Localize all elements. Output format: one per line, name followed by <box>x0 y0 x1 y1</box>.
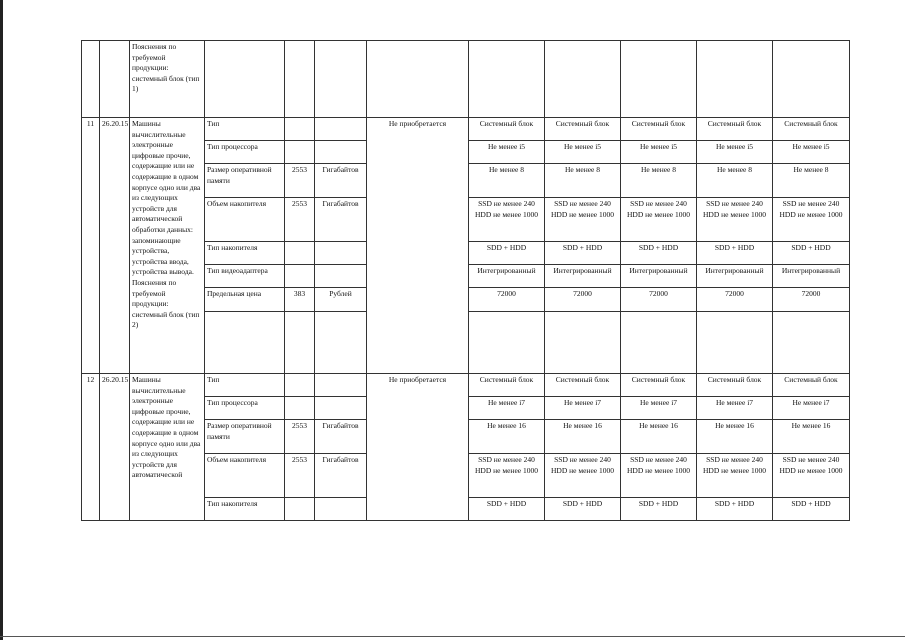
value-cell: SDD + HDD <box>621 498 697 521</box>
unit-name: Гигабайтов <box>315 198 367 242</box>
okei-code <box>285 141 315 164</box>
okei-code: 2553 <box>285 164 315 198</box>
value-cell: SDD + HDD <box>469 498 545 521</box>
unit-name <box>315 118 367 141</box>
okei-code: 2553 <box>285 454 315 498</box>
characteristic-label: Тип процессора <box>205 397 285 420</box>
value-cell: Интегрированный <box>621 265 697 288</box>
value-cell: Не менее 16 <box>545 420 621 454</box>
product-name: Машины вычислительные электронные цифровые прочие, содержащие или не содержащие в одном корпусе одно или два из следующих устройств для автоматической <box>130 374 205 521</box>
okpd-code: 26.20.15 <box>100 374 130 521</box>
scan-edge-left <box>0 0 3 640</box>
value-cell: SSD не менее 240 HDD не менее 1000 <box>545 454 621 498</box>
value-cell: SSD не менее 240 HDD не менее 1000 <box>773 454 850 498</box>
characteristic-label: Объем накопителя <box>205 454 285 498</box>
value-cell: Не менее i7 <box>621 397 697 420</box>
unit-name: Гигабайтов <box>315 454 367 498</box>
okei-code <box>285 265 315 288</box>
value-cell: Не менее 8 <box>621 164 697 198</box>
value-cell: SSD не менее 240 HDD не менее 1000 <box>469 198 545 242</box>
value-cell: Системный блок <box>773 118 850 141</box>
value-cell: SSD не менее 240 HDD не менее 1000 <box>697 198 773 242</box>
value-cell: SSD не менее 240 HDD не менее 1000 <box>469 454 545 498</box>
value-cell: Не менее 16 <box>621 420 697 454</box>
value-cell: SSD не менее 240 HDD не менее 1000 <box>621 454 697 498</box>
unit-name: Гигабайтов <box>315 164 367 198</box>
characteristic-label: Размер оперативной памяти <box>205 420 285 454</box>
value-cell: SSD не менее 240 HDD не менее 1000 <box>621 198 697 242</box>
value-cell: SSD не менее 240 HDD не менее 1000 <box>697 454 773 498</box>
value-cell: Системный блок <box>697 118 773 141</box>
table-row <box>82 118 850 141</box>
value-cell: SDD + HDD <box>697 498 773 521</box>
unit-name <box>315 374 367 397</box>
value-cell: Не менее 16 <box>773 420 850 454</box>
value-cell: 72000 <box>621 288 697 312</box>
value-cell: Интегрированный <box>469 265 545 288</box>
unit-name <box>315 242 367 265</box>
value-cell: Не менее i7 <box>545 397 621 420</box>
unit-name: Гигабайтов <box>315 420 367 454</box>
characteristic-label: Размер оперативной памяти <box>205 164 285 198</box>
value-cell: Не менее i5 <box>621 141 697 164</box>
value-cell: SSD не менее 240 HDD не менее 1000 <box>773 198 850 242</box>
characteristic-label: Тип накопителя <box>205 498 285 521</box>
okpd-code: 26.20.15 <box>100 118 130 374</box>
okei-code <box>285 242 315 265</box>
value-cell: Интегрированный <box>773 265 850 288</box>
characteristic-label: Объем накопителя <box>205 198 285 242</box>
value-cell: Системный блок <box>545 374 621 397</box>
unit-name: Рублей <box>315 288 367 312</box>
unit-name <box>315 141 367 164</box>
value-cell: SDD + HDD <box>773 498 850 521</box>
table-row <box>82 374 850 397</box>
purchase-note: Не приобретается <box>367 374 469 521</box>
value-cell: SDD + HDD <box>621 242 697 265</box>
okei-code: 2553 <box>285 198 315 242</box>
purchase-note: Не приобретается <box>367 118 469 374</box>
unit-name <box>315 498 367 521</box>
value-cell: SDD + HDD <box>773 242 850 265</box>
value-cell: Системный блок <box>469 374 545 397</box>
value-cell: Системный блок <box>621 118 697 141</box>
value-cell: Системный блок <box>697 374 773 397</box>
value-cell: Не менее 8 <box>697 164 773 198</box>
characteristic-label: Предельная цена <box>205 288 285 312</box>
continuation-note: Пояснения по требуемой продукции: системный блок (тип 1) <box>130 41 205 118</box>
okei-code <box>285 118 315 141</box>
characteristic-label: Тип видеоадаптера <box>205 265 285 288</box>
value-cell: SDD + HDD <box>545 498 621 521</box>
value-cell: Не менее 8 <box>545 164 621 198</box>
okei-code: 2553 <box>285 420 315 454</box>
value-cell: Не менее i5 <box>545 141 621 164</box>
value-cell: Не менее 8 <box>773 164 850 198</box>
row-number: 12 <box>82 374 100 521</box>
characteristic-label: Тип накопителя <box>205 242 285 265</box>
value-cell: Не менее i7 <box>697 397 773 420</box>
okei-code <box>285 397 315 420</box>
value-cell: 72000 <box>697 288 773 312</box>
value-cell: Системный блок <box>545 118 621 141</box>
value-cell: Системный блок <box>621 374 697 397</box>
value-cell: Не менее i5 <box>469 141 545 164</box>
unit-name <box>315 265 367 288</box>
value-cell: Интегрированный <box>545 265 621 288</box>
value-cell: Не менее 8 <box>469 164 545 198</box>
value-cell: Не менее i7 <box>773 397 850 420</box>
value-cell: 72000 <box>469 288 545 312</box>
product-name: Машины вычислительные электронные цифровые прочие, содержащие или не содержащие в одном корпусе одно или два из следующих устройств для автоматической обработки данных: запоминающие устройства, устройства ввода, устройства вывода. Пояснения по требуемой продукции: системный блок (тип 2) <box>130 118 205 374</box>
okei-code <box>285 374 315 397</box>
unit-name <box>315 397 367 420</box>
okei-code: 383 <box>285 288 315 312</box>
value-cell: SDD + HDD <box>697 242 773 265</box>
scan-edge-bottom <box>0 636 905 637</box>
value-cell: SDD + HDD <box>545 242 621 265</box>
value-cell: Системный блок <box>469 118 545 141</box>
value-cell: Не менее 16 <box>697 420 773 454</box>
characteristic-label: Тип <box>205 118 285 141</box>
okei-code <box>285 498 315 521</box>
value-cell: SSD не менее 240 HDD не менее 1000 <box>545 198 621 242</box>
value-cell: Системный блок <box>773 374 850 397</box>
characteristic-label: Тип процессора <box>205 141 285 164</box>
row-number: 11 <box>82 118 100 374</box>
value-cell: Не менее i5 <box>697 141 773 164</box>
continuation-row <box>82 41 850 118</box>
value-cell: Не менее i5 <box>773 141 850 164</box>
value-cell: 72000 <box>545 288 621 312</box>
characteristic-label: Тип <box>205 374 285 397</box>
specification-table <box>81 40 850 521</box>
value-cell: Не менее i7 <box>469 397 545 420</box>
value-cell: Не менее 16 <box>469 420 545 454</box>
value-cell: SDD + HDD <box>469 242 545 265</box>
value-cell: 72000 <box>773 288 850 312</box>
value-cell: Интегрированный <box>697 265 773 288</box>
